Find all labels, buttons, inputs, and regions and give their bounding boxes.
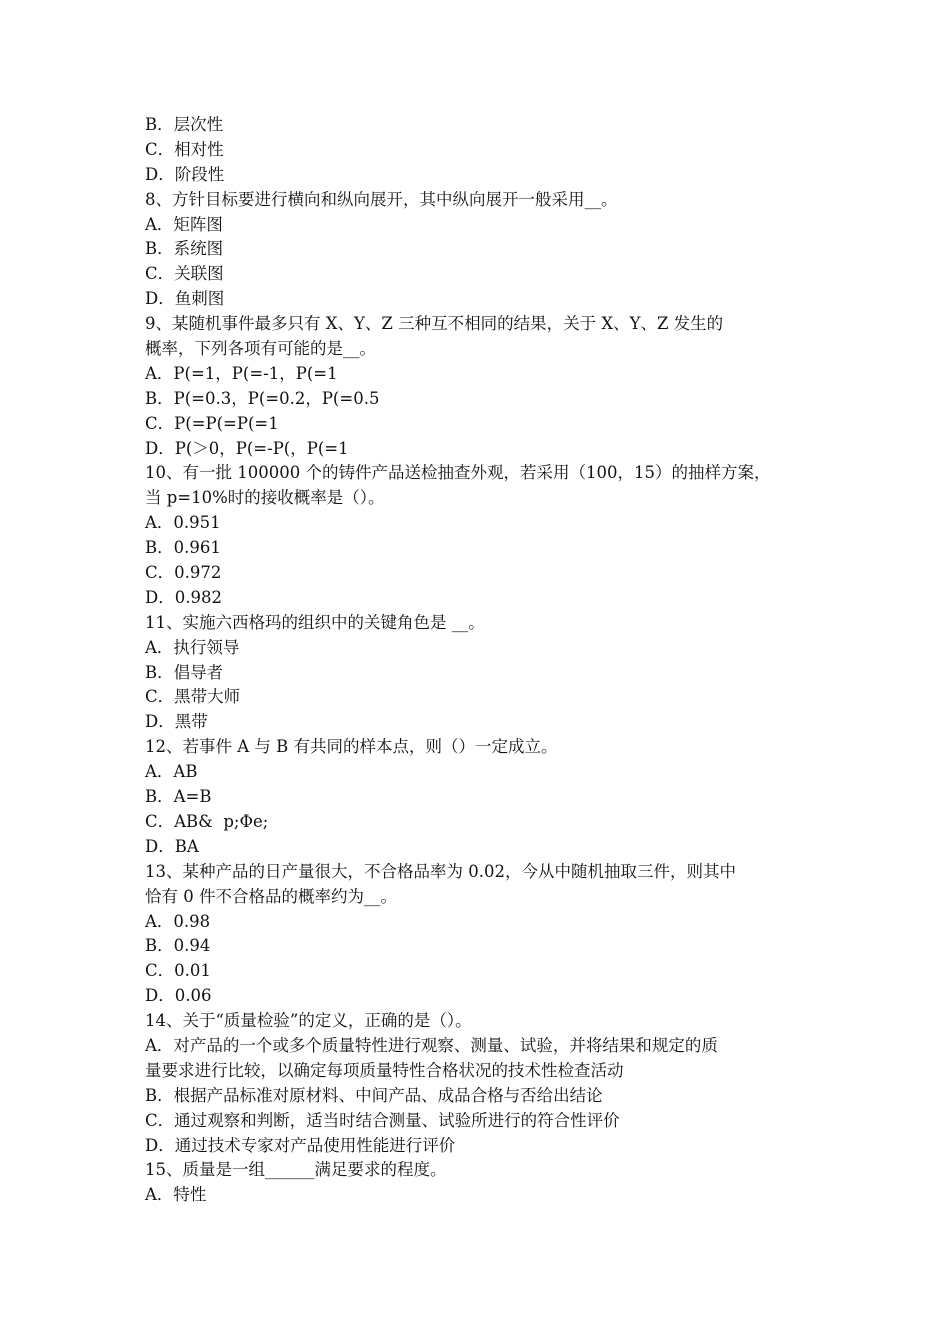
text-line: D．黑带 [145,712,208,732]
question-line: 10、有一批 100000 个的铸件产品送检抽查外观，若采用（100，15）的抽样方案， [145,463,771,483]
text-line: C．关联图 [145,264,224,284]
question-line: 13、某种产品的日产量很大，不合格品率为 0.02，今从中随机抽取三件，则其中 [145,861,736,881]
text-line: C．相对性 [145,139,224,159]
text-line: 量要求进行比较，以确定每项质量特性合格状况的技术性检查活动 [145,1060,624,1080]
question-line: 8、方针目标要进行横向和纵向展开，其中纵向展开一般采用__。 [145,189,618,209]
text-line: C．AB& p;Φe; [145,811,269,831]
text-line: B．倡导者 [145,662,224,682]
text-line: A．特性 [145,1185,207,1205]
text-line: B．系统图 [145,239,224,259]
text-line: C．0.972 [145,563,222,583]
text-line: B．P(=0.3，P(=0.2，P(=0.5 [145,388,380,408]
question-line: 9、某随机事件最多只有 X、Y、Z 三种互不相同的结果，关于 X、Y、Z 发生的 [145,314,724,334]
text-line: D．P(＞0，P(=-P(，P(=1 [145,438,349,458]
question-line: 14、关于“质量检验”的定义，正确的是（）。 [145,1011,472,1031]
text-line: A．0.98 [145,911,211,931]
text-line: B．根据产品标准对原材料、中间产品、成品合格与否给出结论 [145,1085,603,1105]
text-line: C．通过观察和判断，适当时结合测量、试验所进行的符合性评价 [145,1110,620,1130]
question-line: 恰有 0 件不合格品的概率约为__。 [145,886,397,906]
question-line: 15、质量是一组______满足要求的程度。 [145,1160,447,1180]
text-line: A．AB [145,762,198,782]
text-line: A．矩阵图 [145,214,223,234]
text-line: D．BA [145,836,199,856]
question-line: 12、若事件 A 与 B 有共同的样本点，则（）一定成立。 [145,737,558,757]
document-body [145,113,810,1208]
text-line: A．0.951 [145,513,221,533]
text-line: D．鱼刺图 [145,289,225,309]
text-line: A．对产品的一个或多个质量特性进行观察、测量、试验，并将结果和规定的质 [145,1035,718,1055]
text-line: D．0.06 [145,986,212,1006]
text-line: C．0.01 [145,961,211,981]
text-line: C．P(=P(=P(=1 [145,413,279,433]
text-line: A．P(=1，P(=-1，P(=1 [145,363,338,383]
text-line: B．0.94 [145,936,211,956]
text-line: B．A=B [145,787,212,807]
question-line: 11、实施六西格玛的组织中的关键角色是 __。 [145,612,485,632]
text-line: A．执行领导 [145,637,240,657]
text-line: C．黑带大师 [145,687,241,707]
question-line: 当 p=10%时的接收概率是（）。 [145,488,385,508]
text-line: D．通过技术专家对产品使用性能进行评价 [145,1135,456,1155]
text-line: D．0.982 [145,587,222,607]
text-line: D．阶段性 [145,164,225,184]
text-line: B．层次性 [145,115,224,134]
question-line: 概率，下列各项有可能的是__。 [145,339,376,359]
text-line: B．0.961 [145,538,221,558]
